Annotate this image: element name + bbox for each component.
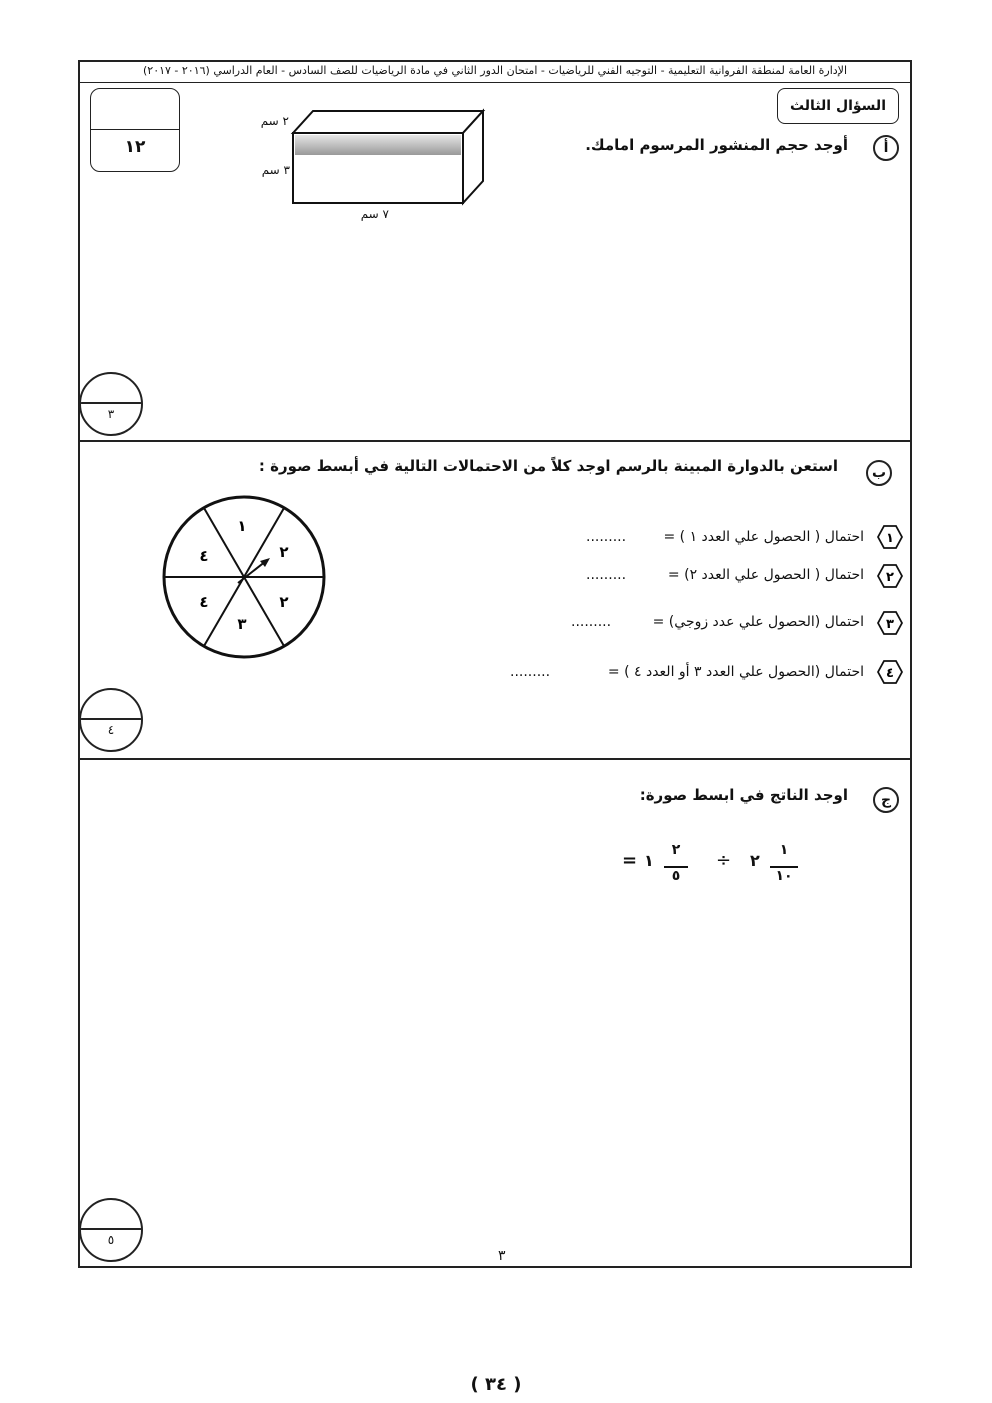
prism-length-label: ٧ سم (360, 207, 389, 221)
spinner-label: ٢ (279, 593, 289, 611)
exam-header: الإدارة العامة لمنطقة الفروانية التعليمية - التوجيه الفني للرياضيات - امتحان الدور الثاني في مادة الرياضيات للصف السادس - العام الدراسي (٢٠١٦ - ٢٠١٧) (80, 62, 910, 83)
part-a-score: ٣ (107, 407, 115, 421)
item-number-badge (877, 563, 903, 589)
part-a-question: أوجد حجم المنشور المرسوم امامك. (585, 136, 848, 154)
part-a-letter: أ (873, 135, 899, 161)
probability-item: احتمال (الحصول علي العدد ٣ أو العدد ٤ ) = (607, 664, 864, 680)
fraction-denominator: ١٠ (775, 868, 793, 884)
part-a-score-circle (79, 372, 143, 436)
prism-depth-label: ٢ سم (260, 114, 289, 128)
part-b-letter: ب (866, 460, 892, 486)
spinner-label: ١ (237, 517, 247, 535)
probability-item: احتمال ( الحصول علي العدد ٢) = (667, 567, 864, 583)
fraction-denominator: ٥ (671, 868, 681, 884)
spinner-label: ٢ (279, 543, 289, 561)
question-title: السؤال الثالث (777, 88, 899, 124)
mixed-number-whole: ٢ (750, 851, 760, 870)
section-divider (78, 440, 912, 442)
item-number-badge (877, 610, 903, 636)
svg-text:٣: ٣ (886, 617, 894, 632)
total-score-box (90, 88, 180, 172)
part-b-score-circle (79, 688, 143, 752)
probability-item: احتمال ( الحصول علي العدد ١ ) = (663, 529, 864, 545)
fraction-numerator: ١ (779, 842, 789, 858)
equals-sign: = (622, 850, 638, 871)
answer-blank: ......... (586, 567, 627, 583)
part-c-question: اوجد الناتج في ابسط صورة: (639, 786, 848, 804)
part-b-question: استعن بالدوارة المبينة بالرسم اوجد كلاً من الاحتمالات التالية في أبسط صورة : (258, 457, 838, 475)
part-b-score: ٤ (107, 723, 115, 737)
answer-blank: ......... (571, 614, 612, 630)
probability-item: احتمال (الحصول علي عدد زوجي) = (652, 614, 864, 630)
spinner-label: ٣ (237, 615, 247, 633)
total-score: ١٢ (124, 137, 146, 157)
answer-blank: ......... (510, 664, 551, 680)
item-number-badge (877, 524, 903, 550)
fraction-numerator: ٢ (671, 842, 681, 858)
svg-text:٢: ٢ (886, 570, 894, 585)
spinner-label: ٤ (199, 593, 209, 611)
prism-height-label: ٣ سم (261, 163, 290, 177)
part-c-score: ٥ (107, 1233, 115, 1247)
part-c-letter: ج (873, 787, 899, 813)
item-number-badge (877, 659, 903, 685)
spinner-label: ٤ (199, 547, 209, 565)
svg-text:٤: ٤ (886, 666, 894, 681)
part-c-score-circle (79, 1198, 143, 1262)
page-footer: ( ٣٤ ) (470, 1374, 522, 1395)
page-number: ٣ (498, 1248, 506, 1264)
division-expression (622, 842, 822, 892)
prism-diagram (285, 105, 495, 207)
svg-text:١: ١ (886, 531, 894, 546)
spinner-diagram (160, 493, 328, 661)
mixed-number-whole: ١ (644, 851, 654, 870)
answer-blank: ......... (586, 529, 627, 545)
section-divider (78, 758, 912, 760)
division-sign: ÷ (716, 850, 732, 871)
